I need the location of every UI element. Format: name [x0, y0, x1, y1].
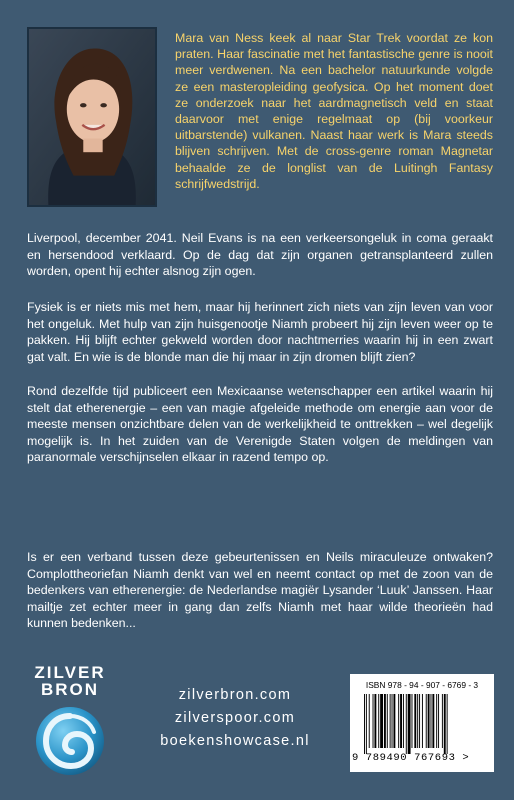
blurb-paragraph: Is er een verband tussen deze gebeurtenissen en Neils miraculeuze ontwaken? Complottheoriefan Niamh denkt van wel en neemt contact op met de zoon van de bedenkers van etherenergie: de Nederlandse magiër Lysander ‘Luuk’ Janssen. Haar mailtje zet echter meer in gang dan zelfs Niamh met haar wilde theorieën had kunnen bedenken...: [27, 550, 493, 631]
barcode-bar: [442, 694, 443, 748]
barcode-bar: [364, 694, 365, 754]
barcode-bar: [384, 694, 386, 748]
barcode-bar: [414, 694, 416, 748]
barcode-bar: [417, 694, 418, 748]
barcode-bar: [436, 694, 437, 748]
website-link[interactable]: zilverbron.com: [178, 687, 292, 703]
author-bio: Mara van Ness keek al naar Star Trek voordat ze kon praten. Haar fascinatie met het fantastische genre is nooit meer verdwenen. Na een bachelor natuurkunde volgde ze een masteropleiding geofysica. Op het moment doet ze onderzoek naar het aardmagnetisch veld en staat daarvoor met enige regelmaat op (bij voorkeur uitbarstende) vulkanen. Naast haar werk is Mara steeds blijven schrijven. Met de cross-genre roman Magnetar behaalde ze de longlist van de Luitingh Fantasy schrijfwedstrijd.: [175, 31, 493, 191]
blurb-paragraph: Fysiek is er niets mis met hem, maar hij herinnert zich niets van zijn leven van voor het ongeluk. Met hulp van zijn huisgenootje Niamh probeert hij zijn leven weer op te pakken. Hij blijft echter gekweld worden door nachtmerries waarin hij in een zwart gat valt. En wie is de blonde man die hij maar in zijn dromen blijft zien?: [27, 300, 493, 364]
barcode-bar: [432, 694, 434, 748]
barcode-bar: [378, 694, 379, 748]
barcode-bar: [400, 694, 402, 748]
barcode-bar: [366, 694, 367, 754]
website-link[interactable]: boekenshowcase.nl: [160, 733, 310, 749]
publisher-websites: [145, 684, 325, 753]
website-link[interactable]: zilverspoor.com: [174, 710, 296, 726]
publisher-name-line2: BRON: [40, 680, 100, 699]
barcode-bar: [438, 694, 439, 748]
barcode-bar: [431, 694, 432, 748]
barcode-bar: [422, 694, 423, 748]
barcode-bar: [380, 694, 383, 748]
barcode-bar: [374, 694, 376, 748]
blurb-paragraph: Rond dezelfde tijd publiceert een Mexicaanse wetenschapper een artikel waarin hij stelt dat etherenergie – een van magie afgeleide methode om energie aan voor de meeste mensen onzichtbare delen van de werkelijkheid te onttrekken – wel degelijk mogelijk is. In het zuiden van de Verenigde Staten volgen de meldingen van paranormale verschijnselen elkaar in razend tempo op.: [27, 384, 493, 465]
blurb-paragraph: Liverpool, december 2041. Neil Evans is na een verkeersongeluk in coma geraakt en hersendood verklaard. Op de dag dat zijn organen getransplanteerd zullen worden, opent hij echter alsnog zijn ogen.: [27, 231, 493, 279]
publisher-logo: [25, 664, 115, 779]
barcode-digits: 9 789490 767693 >: [352, 752, 470, 764]
publisher-swirl-icon: [33, 704, 107, 778]
author-photo: [27, 27, 157, 207]
barcode-bar: [392, 694, 393, 748]
barcode-bar: [398, 694, 399, 748]
barcode-bar: [444, 694, 446, 754]
author-portrait-image: [29, 29, 155, 205]
barcode-image: [364, 694, 482, 754]
barcode-bar: [373, 694, 374, 748]
barcode-bar: [426, 694, 427, 748]
barcode-bar: [428, 694, 430, 748]
isbn-barcode-box: [350, 674, 494, 772]
barcode-bar: [387, 694, 388, 748]
barcode-bar: [393, 694, 395, 748]
barcode-bar: [419, 694, 420, 748]
barcode-bar: [403, 694, 404, 748]
barcode-bar: [406, 694, 407, 754]
barcode-bar: [408, 694, 411, 754]
publisher-name-line1: ZILVER: [34, 663, 106, 682]
barcode-bar: [369, 694, 370, 748]
barcode-bar: [390, 694, 391, 748]
isbn-label: ISBN 978 - 94 - 907 - 6769 - 3: [365, 680, 479, 690]
barcode-bar: [412, 694, 413, 748]
barcode-bar: [447, 694, 448, 754]
